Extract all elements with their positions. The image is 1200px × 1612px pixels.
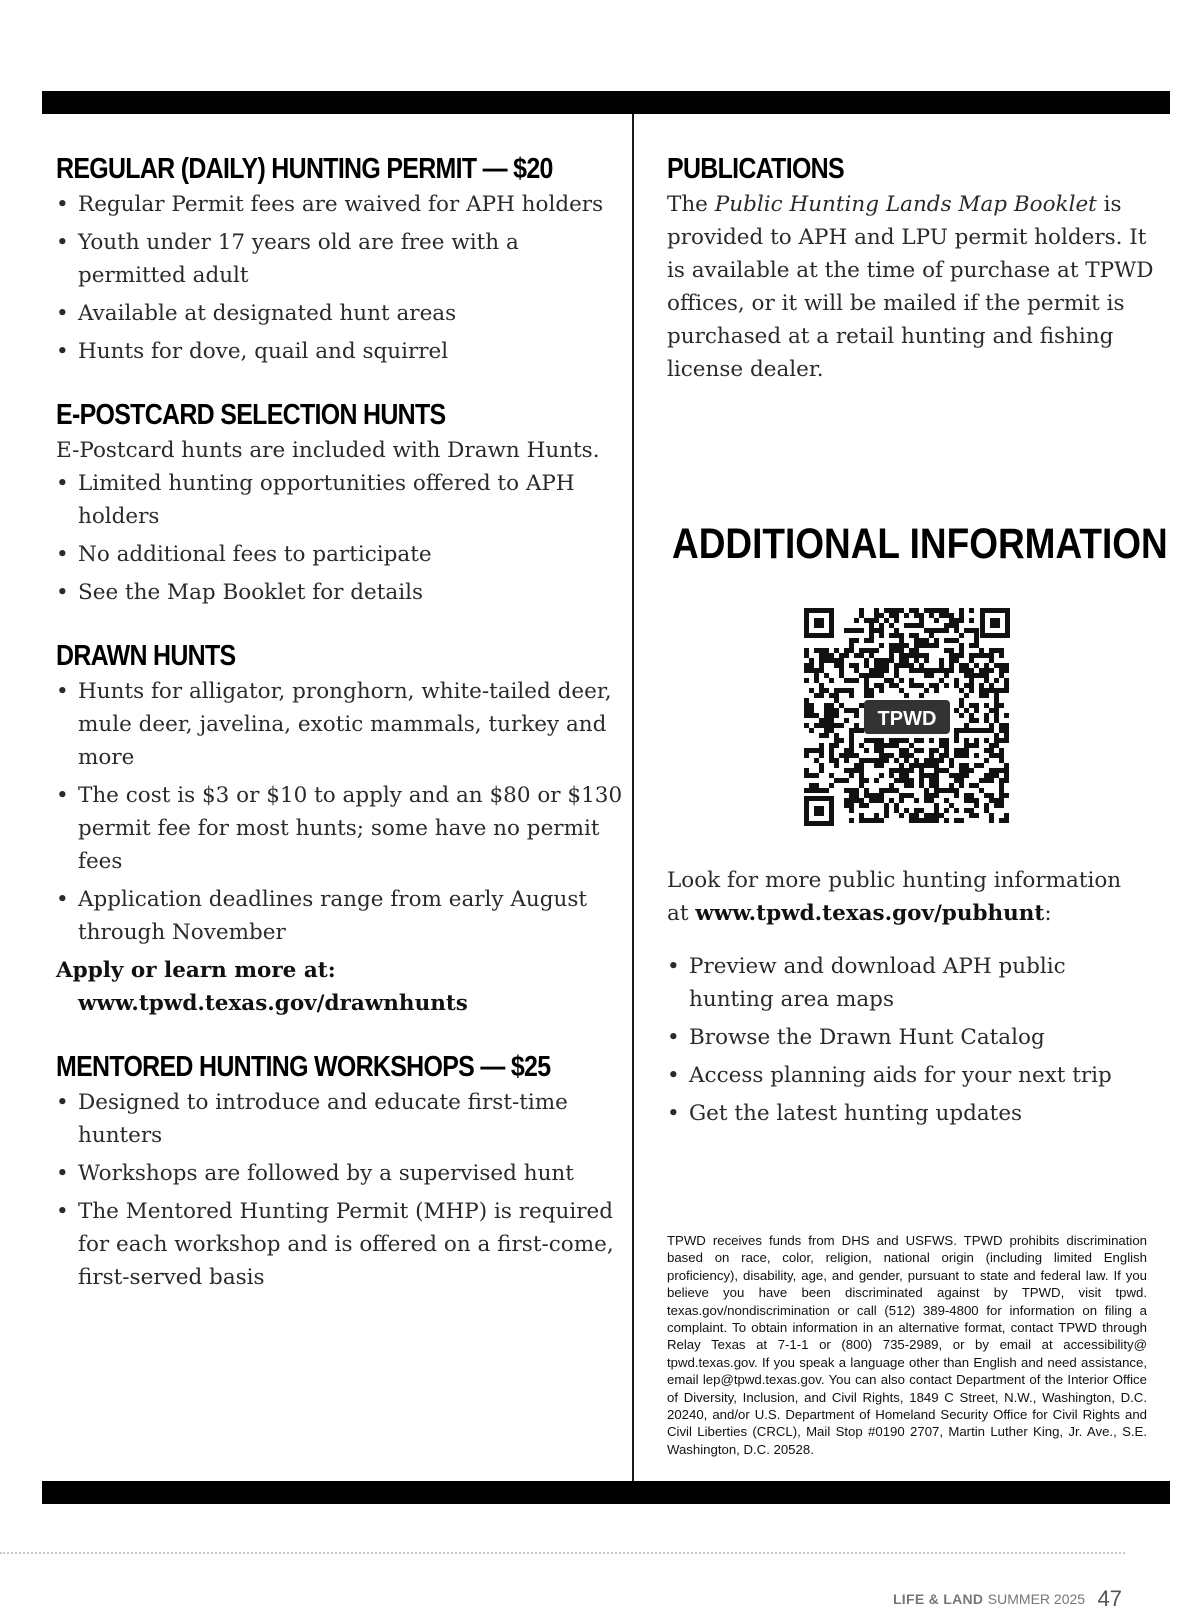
left-column bbox=[56, 150, 626, 1322]
qr-code-graphic bbox=[804, 608, 1010, 826]
list-item: • Hunts for alligator, pronghorn, white-tailed deer, mule deer, javelina, exotic mammals, turkey and more bbox=[56, 675, 626, 774]
additional-info-title-wrap bbox=[672, 520, 1168, 569]
epostcard-intro: E-Postcard hunts are included with Drawn Hunts. bbox=[56, 438, 600, 463]
list-item: • Available at designated hunt areas bbox=[56, 297, 626, 330]
lookfor-colon: : bbox=[1044, 901, 1052, 926]
issue-label: SUMMER 2025 bbox=[987, 1591, 1086, 1607]
publications-heading: PUBLICATIONS bbox=[667, 153, 844, 185]
list-item: • The Mentored Hunting Permit (MHP) is required for each workshop and is offered on a first-come, first-served basis bbox=[56, 1195, 626, 1294]
column-divider bbox=[632, 114, 634, 1481]
top-rule bbox=[42, 91, 1170, 114]
regular-permit-list bbox=[56, 188, 626, 368]
drawn-hunts-section bbox=[56, 637, 626, 1020]
epostcard-list bbox=[56, 467, 626, 609]
list-item: • Hunts for dove, quail and squirrel bbox=[56, 335, 626, 368]
list-item: • See the Map Booklet for details bbox=[56, 576, 626, 609]
bottom-rule bbox=[42, 1481, 1170, 1504]
list-item: • Regular Permit fees are waived for APH holders bbox=[56, 188, 626, 221]
list-item: • Get the latest hunting updates bbox=[667, 1097, 1147, 1130]
pubhunt-link[interactable]: www.tpwd.texas.gov/pubhunt bbox=[695, 901, 1045, 926]
mentored-list bbox=[56, 1086, 626, 1294]
nondiscrimination-notice: TPWD receives funds from DHS and USFWS. TPWD prohibits discrimination based on race, color, religion, national origin (including limited English proficiency), disability, age, and gender, pursuant to state and federal law. If you believe you have been discriminated against by TPWD, visit tpwd. texas.gov/nondiscrimination or call (512) 389-4800 for information on filing a complaint. To obtain information in an alternative format, contact TPWD through Relay Texas at 7-1-1 or (800) 735-2989, or by email at accessibility@ tpwd.texas.gov. If you speak a language other than English and need assistance, email lep@tpwd.texas.gov. You can also contact Department of the Interior Office of Diversity, Inclusion, and Civil Rights, 1849 C Street, N.W., Washington, D.C. 20240, and/or U.S. Department of Homeland Security Office for Civil Rights and Civil Liberties (CRCL), Mail Stop #0190 2707, Martin Luther King, Jr. Ave., S.E. Washington, D.C. 20528. bbox=[667, 1233, 1147, 1457]
list-item: • Designed to introduce and educate first-time hunters bbox=[56, 1086, 626, 1152]
apply-label: Apply or learn more at: bbox=[56, 958, 336, 983]
lookfor-text bbox=[667, 864, 1147, 930]
booklet-title: Public Hunting Lands Map Booklet bbox=[714, 192, 1097, 217]
regular-permit-heading: REGULAR (DAILY) HUNTING PERMIT — $20 bbox=[56, 153, 553, 185]
list-item: • Youth under 17 years old are free with a permitted adult bbox=[56, 226, 626, 292]
drawn-hunts-link[interactable]: www.tpwd.texas.gov/drawnhunts bbox=[78, 991, 468, 1016]
publications-text-end: is provided to APH and LPU permit holders. It is available at the time of purchase at TPWD offices, or it will be mailed if the permit is purchased at a retail hunting and fishing license dealer. bbox=[667, 192, 1154, 382]
right-column bbox=[667, 150, 1157, 386]
publications-text bbox=[667, 188, 1157, 386]
publications-text-start: The bbox=[667, 192, 715, 217]
list-item: • Preview and download APH public hunting area maps bbox=[667, 950, 1147, 1016]
regular-permit-section bbox=[56, 150, 626, 368]
drawn-hunts-list bbox=[56, 675, 626, 949]
list-item: • Browse the Drawn Hunt Catalog bbox=[667, 1021, 1147, 1054]
qr-center-label: TPWD bbox=[877, 708, 937, 730]
list-item: • Workshops are followed by a supervised hunt bbox=[56, 1157, 626, 1190]
lookfor-text-start: Look for more public hunting information at bbox=[667, 868, 1122, 926]
additional-info-heading: ADDITIONAL INFORMATION bbox=[672, 520, 1168, 568]
list-item: • Application deadlines range from early August through November bbox=[56, 883, 626, 949]
list-item: • No additional fees to participate bbox=[56, 538, 626, 571]
list-item: • Limited hunting opportunities offered to APH holders bbox=[56, 467, 626, 533]
epostcard-section bbox=[56, 396, 626, 609]
list-item: • The cost is $3 or $10 to apply and an $80 or $130 permit fee for most hunts; some have no permit fees bbox=[56, 779, 626, 878]
mentored-section bbox=[56, 1048, 626, 1294]
qr-code[interactable] bbox=[804, 608, 1010, 826]
mentored-heading: MENTORED HUNTING WORKSHOPS — $25 bbox=[56, 1051, 551, 1083]
footer-dotted-rule bbox=[0, 1552, 1125, 1554]
drawn-hunts-heading: DRAWN HUNTS bbox=[56, 640, 236, 672]
epostcard-heading: E-POSTCARD SELECTION HUNTS bbox=[56, 399, 446, 431]
page-number: 47 bbox=[1097, 1586, 1122, 1611]
lookfor-block bbox=[667, 864, 1147, 1135]
page-footer bbox=[893, 1586, 1122, 1612]
list-item: • Access planning aids for your next trip bbox=[667, 1059, 1147, 1092]
additional-info-list bbox=[667, 950, 1147, 1130]
magazine-name: LIFE & LAND bbox=[892, 1591, 984, 1607]
